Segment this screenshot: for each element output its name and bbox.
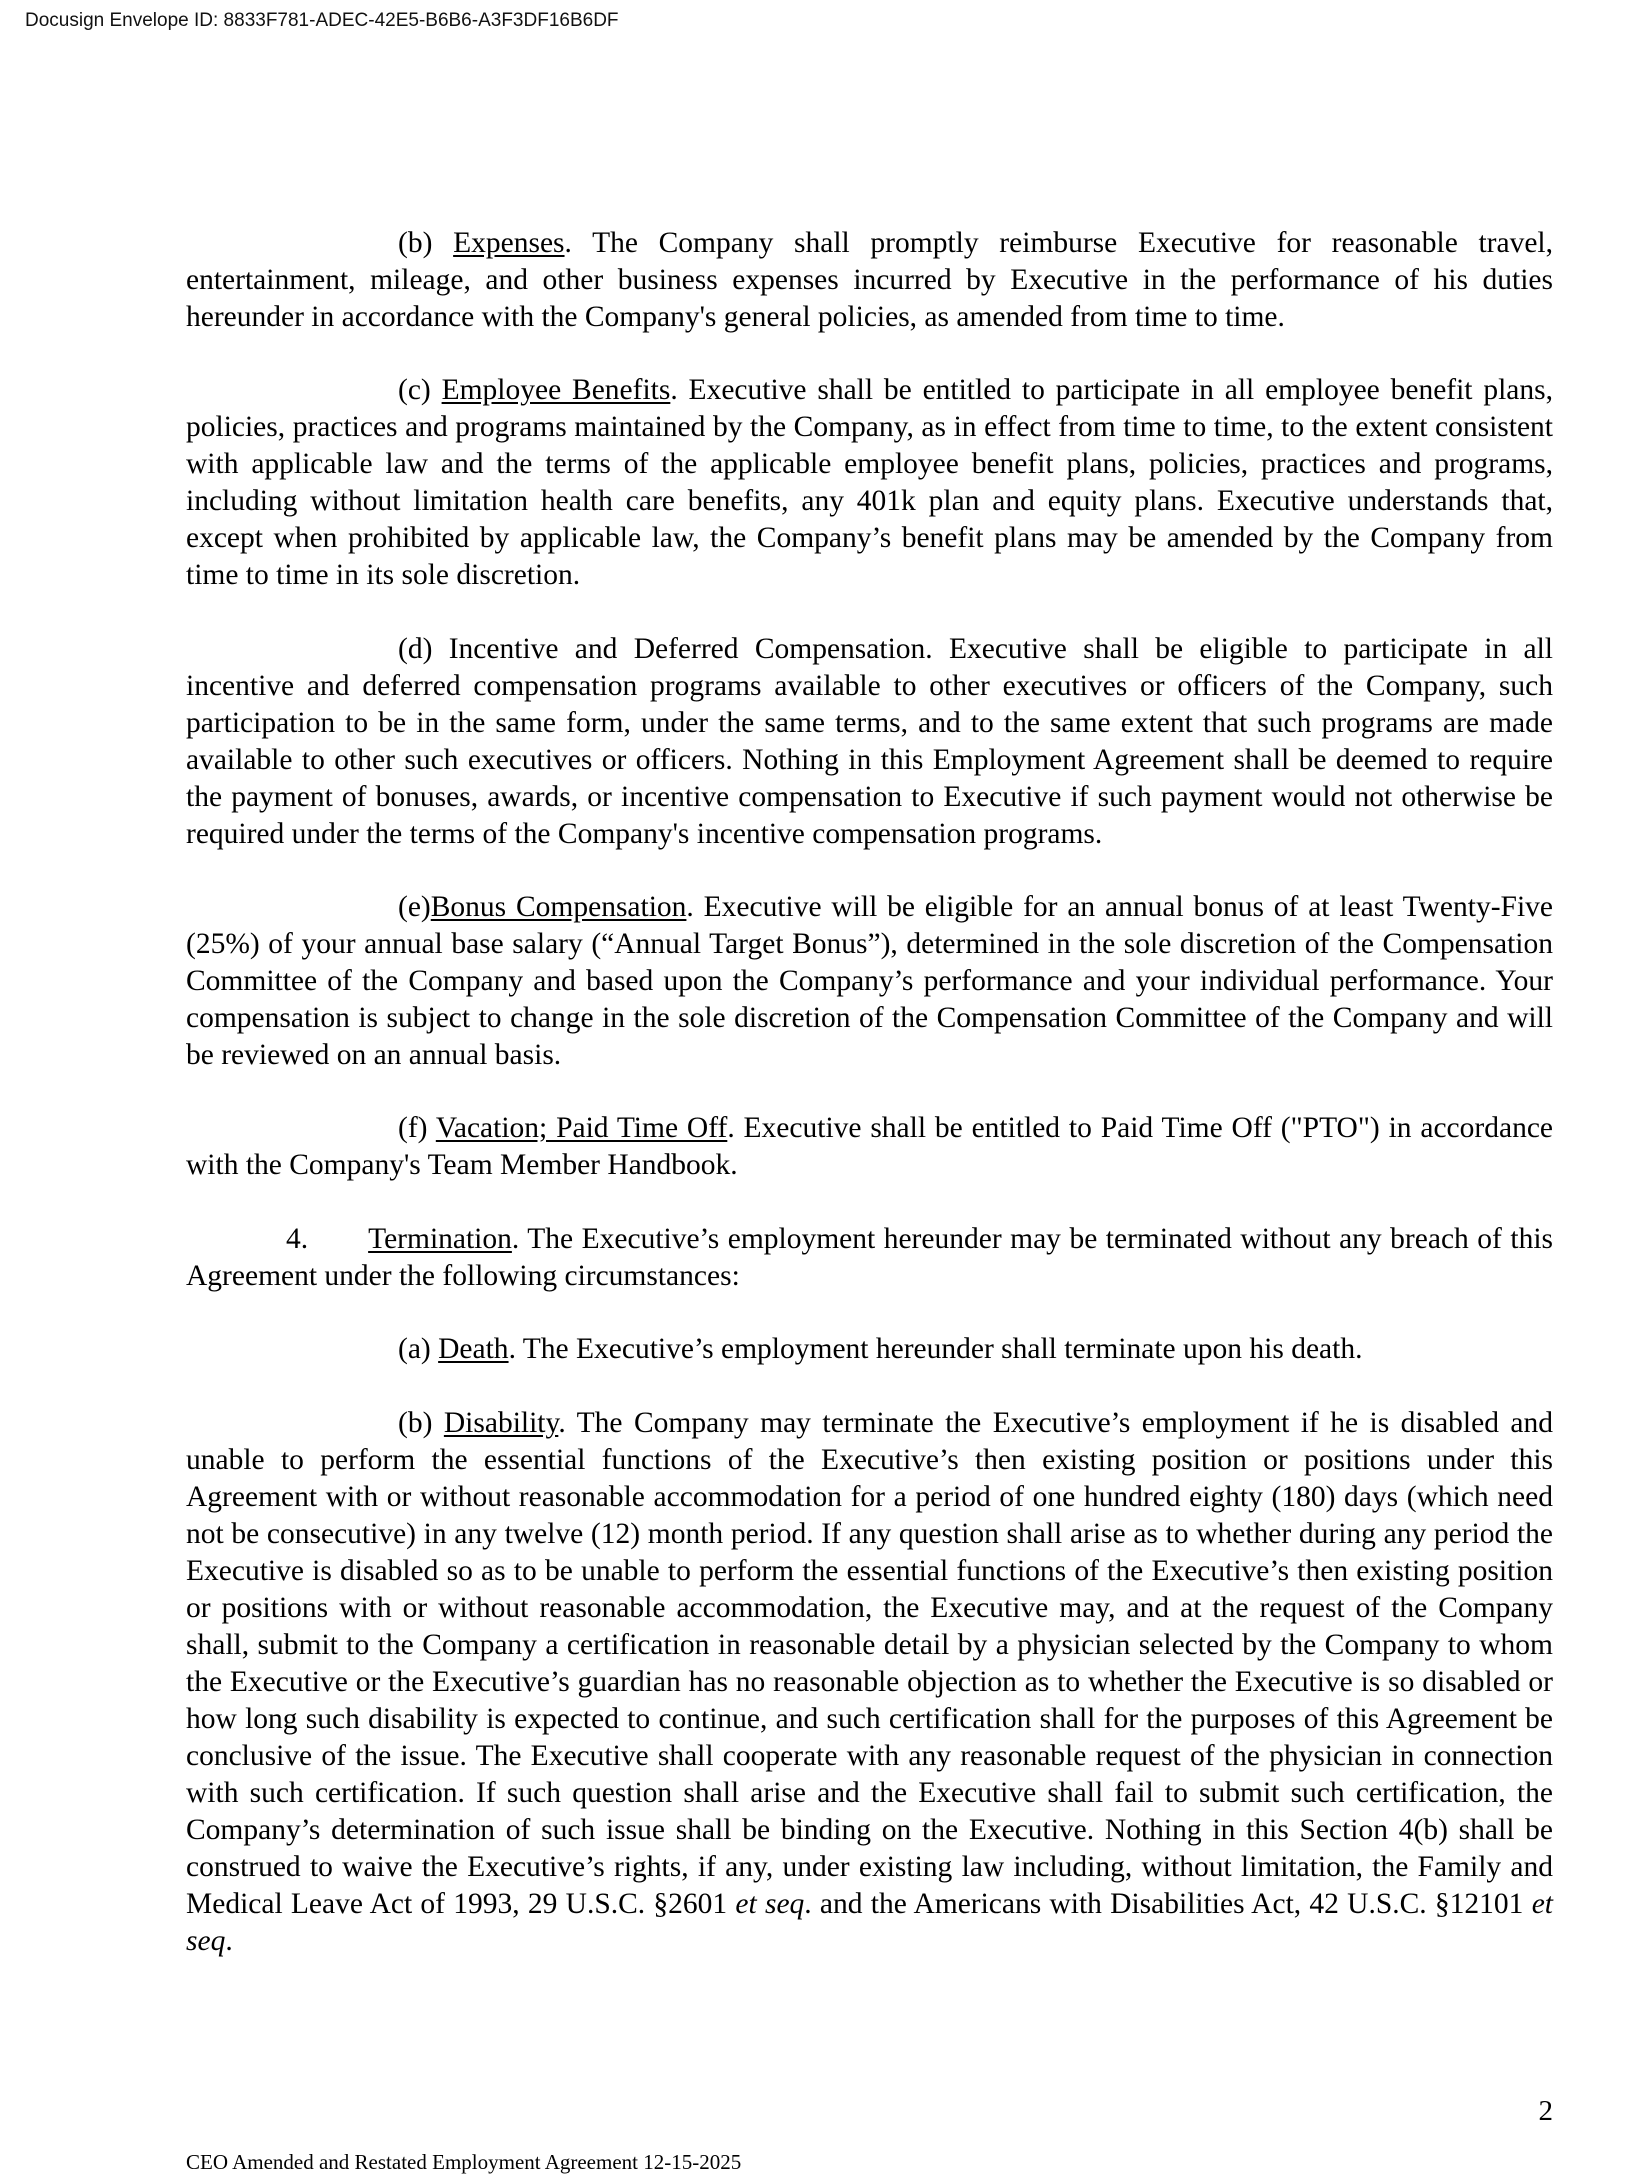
section-body: . Executive will be eligible for an annual bonus of at least Twenty-Five (25%) of your annual base salary (“Annual Target Bonus”), determined in the sole discretion of the Compensation Committee of the Company and based upon the Company’s performance and your individual performance. Your compensation is subject to change in the sole discretion of the Compensation Committee of the Company and will be reviewed on an annual basis. (186, 891, 1553, 1071)
section-label: (a) (398, 1333, 431, 1365)
section-heading: Bonus Compensation (430, 891, 687, 923)
section-body: . Executive shall be entitled to participate in all employee benefit plans, policies, practices and programs maintained by the Company, as in effect from time to time, to the extent consistent with applicable law and the terms of the applicable employee benefit plans, policies, practices and programs, including without limitation health care benefits, any 401k plan and equity plans. Executive understands that, except when prohibited by applicable law, the Company’s benefit plans may be amended by the Company from time to time in its sole discretion. (186, 374, 1553, 591)
paragraph-vacation (186, 1110, 1553, 1184)
envelope-id: Docusign Envelope ID: 8833F781-ADEC-42E5-B6B6-A3F3DF16B6DF (25, 10, 619, 31)
section-label: (b) (398, 227, 433, 259)
section-body-end: . (225, 1925, 233, 1957)
section-body: . The Executive’s employment hereunder may be terminated without any breach of this Agreement under the following circumstances: (186, 1223, 1553, 1292)
paragraph-termination (186, 1221, 1553, 1295)
page-number: 2 (1538, 2095, 1553, 2127)
paragraph-expenses (186, 225, 1553, 336)
section-heading: Death (438, 1333, 509, 1365)
footer-text: CEO Amended and Restated Employment Agreement 12-15-2025 (186, 2150, 742, 2174)
section-label: (e) (398, 891, 431, 923)
section-heading: Disability (443, 1407, 559, 1439)
section-body: . The Company may terminate the Executive’s employment if he is disabled and unable to perform the essential functions of the Executive’s then existing position or positions under this Agreement with or without reasonable accommodation for a period of one hundred eighty (180) days (which need not be consecutive) in any twelve (12) month period. If any question shall arise as to whether during any period the Executive is disabled so as to be unable to perform the essential functions of the Executive’s then existing position or positions with or without reasonable accommodation, the Executive may, and at the request of the Company shall, submit to the Company a certification in reasonable detail by a physician selected by the Company to whom the Executive or the Executive’s guardian has no reasonable objection as to whether the Executive is so disabled or how long such disability is expected to continue, and such certification shall for the purposes of this Agreement be conclusive of the issue. The Executive shall cooperate with any reasonable request of the physician in connection with such certification. If such question shall arise and the Executive shall fail to submit such certification, the Company’s determination of such issue shall be binding on the Executive. Nothing in this Section 4(b) shall be construed to waive the Executive’s rights, if any, under existing law including, without limitation, the Family and Medical Leave Act of 1993, 29 U.S.C. §2601 (186, 1407, 1554, 1920)
paragraph-death (186, 1331, 1553, 1368)
paragraph-bonus (186, 889, 1553, 1074)
section-label: (c) (398, 374, 442, 406)
citation-italic: et seq (735, 1888, 805, 1920)
section-body: . The Company shall promptly reimburse Executive for reasonable travel, entertainment, mileage, and other business expenses incurred by Executive in the performance of his duties hereunder in accordance with the Company's general policies, as amended from time to time. (186, 227, 1554, 333)
paragraph-disability (186, 1405, 1553, 1960)
citation-italic: et seq (186, 1888, 1553, 1957)
section-heading: Employee Benefits (441, 374, 671, 406)
section-body: . The Executive’s employment hereunder shall terminate upon his death. (508, 1333, 1363, 1365)
section-heading: Vacation; Paid Time Off (435, 1112, 728, 1144)
section-number: 4. (286, 1223, 309, 1255)
section-heading: Incentive and Deferred Compensation (448, 633, 926, 665)
section-label: (d) (398, 633, 433, 665)
section-body: . Executive shall be entitled to Paid Time Off ("PTO") in accordance with the Company's Team Member Handbook. (186, 1112, 1554, 1181)
paragraph-incentive (186, 631, 1553, 853)
paragraph-employee-benefits (186, 372, 1553, 594)
section-heading: Expenses (453, 227, 565, 259)
section-label: (b) (398, 1407, 433, 1439)
section-body-continued: . and the Americans with Disabilities Act, 42 U.S.C. §12101 (804, 1888, 1532, 1920)
section-body: . Executive shall be eligible to participate in all incentive and deferred compensation programs available to other executives or officers of the Company, such participation to be in the same form, under the same terms, and to the same extent that such programs are made available to other such executives or officers. Nothing in this Employment Agreement shall be deemed to require the payment of bonuses, awards, or incentive compensation to Executive if such payment would not otherwise be required under the terms of the Company's incentive compensation programs. (186, 633, 1554, 850)
section-label: (f) (398, 1112, 428, 1144)
section-heading: Termination (368, 1223, 512, 1255)
